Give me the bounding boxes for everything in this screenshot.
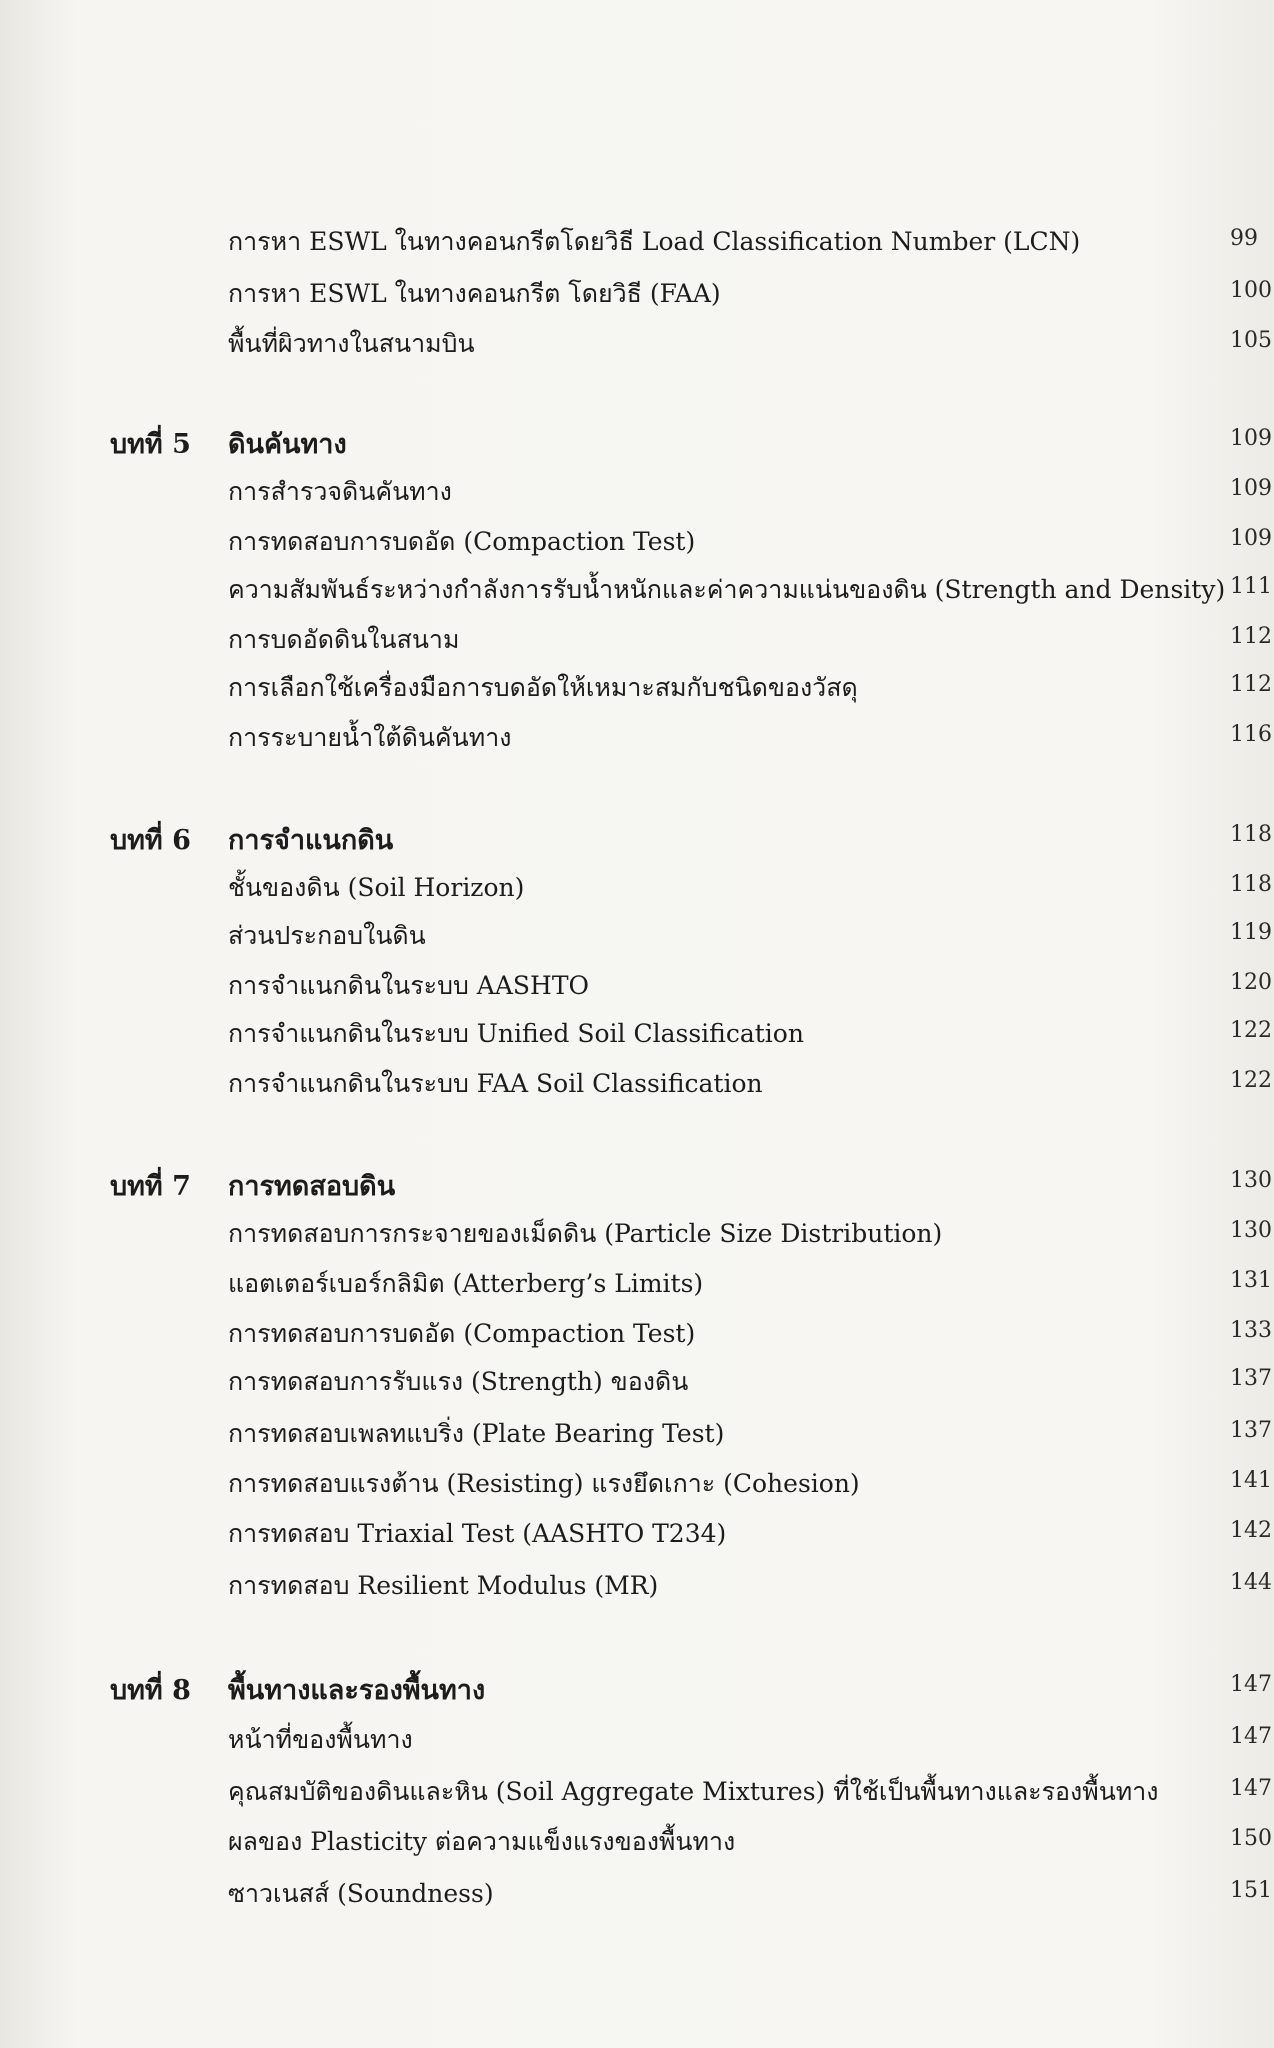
toc-entry: [0, 274, 1274, 320]
entry-title: การทดสอบ Resilient Modulus (MR): [228, 1571, 659, 1600]
page-number: 122: [1230, 1068, 1272, 1093]
entry-title: ซาวเนสส์ (Soundness): [228, 1879, 494, 1908]
toc-entry: [0, 222, 1274, 268]
page-number: 147: [1230, 1672, 1272, 1697]
toc-entry: [0, 1566, 1274, 1612]
entry-title: การระบายน้ำใต้ดินคันทาง: [228, 723, 512, 752]
toc-entry: [0, 1214, 1274, 1260]
entry-title: การจำแนกดินในระบบ FAA Soil Classification: [228, 1069, 763, 1098]
page-number: 142: [1230, 1518, 1272, 1543]
entry-title: การทดสอบแรงต้าน (Resisting) แรงยึดเกาะ (Cohesion): [228, 1469, 860, 1498]
entry-title: การทดสอบการบดอัด (Compaction Test): [228, 527, 696, 556]
entry-title: ผลของ Plasticity ต่อความแข็งแรงของพื้นทาง: [228, 1827, 736, 1856]
entry-title: ความสัมพันธ์ระหว่างกำลังการรับน้ำหนักและค่าความแน่นของดิน (Strength and Density): [228, 575, 1226, 604]
page-number: 137: [1230, 1366, 1272, 1391]
page-number: 105: [1230, 328, 1272, 353]
toc-entry: [0, 324, 1274, 370]
entry-title: แอตเตอร์เบอร์กลิมิต (Atterberg’s Limits): [228, 1269, 704, 1298]
page-number: 144: [1230, 1570, 1272, 1595]
page-number: 109: [1230, 526, 1272, 551]
page-number: 118: [1230, 872, 1272, 897]
page-number: 137: [1230, 1418, 1272, 1443]
page-number: 147: [1230, 1724, 1272, 1749]
toc-entry: [0, 1720, 1274, 1766]
entry-title: หน้าที่ของพื้นทาง: [228, 1725, 413, 1754]
toc-entry: [0, 1772, 1274, 1818]
toc-entry: [0, 522, 1274, 568]
toc-entry: [0, 1264, 1274, 1310]
entry-title: คุณสมบัติของดินและหิน (Soil Aggregate Mixtures) ที่ใช้เป็นพื้นทางและรองพื้นทาง: [228, 1777, 1159, 1806]
entry-title: การเลือกใช้เครื่องมือการบดอัดให้เหมาะสมกับชนิดของวัสดุ: [228, 673, 858, 702]
chapter-title: การทดสอบดิน: [228, 1171, 396, 1202]
page-number: 109: [1230, 426, 1272, 451]
page-number: 130: [1230, 1168, 1272, 1193]
entry-title: การสำรวจดินคันทาง: [228, 477, 452, 506]
entry-title: ส่วนประกอบในดิน: [228, 921, 426, 950]
toc-entry: [0, 668, 1274, 714]
toc-chapter-heading: [0, 422, 1274, 468]
toc-entry: [0, 1362, 1274, 1408]
toc-entry: [0, 1314, 1274, 1360]
entry-title: การจำแนกดินในระบบ AASHTO: [228, 971, 589, 1000]
entry-title: ชั้นของดิน (Soil Horizon): [228, 873, 525, 902]
chapter-title: พื้นทางและรองพื้นทาง: [228, 1675, 486, 1706]
toc-entry: [0, 1514, 1274, 1560]
toc-entry: [0, 1822, 1274, 1868]
page-number: 151: [1230, 1878, 1272, 1903]
chapter-title: ดินคันทาง: [228, 429, 347, 460]
entry-title: พื้นที่ผิวทางในสนามบิน: [228, 329, 475, 358]
entry-title: การบดอัดดินในสนาม: [228, 625, 460, 654]
toc-chapter-heading: [0, 1668, 1274, 1714]
page-number: 112: [1230, 672, 1272, 697]
page-number: 99: [1230, 226, 1258, 251]
toc-entry: [0, 1414, 1274, 1460]
page-number: 112: [1230, 624, 1272, 649]
page-number: 147: [1230, 1776, 1272, 1801]
page-number: 119: [1230, 920, 1272, 945]
toc-entry: [0, 1064, 1274, 1110]
entry-title: การทดสอบการบดอัด (Compaction Test): [228, 1319, 696, 1348]
toc-chapter-heading: [0, 818, 1274, 864]
entry-title: การทดสอบการกระจายของเม็ดดิน (Particle Size Distribution): [228, 1219, 943, 1248]
toc-entry: [0, 1874, 1274, 1920]
page-number: 109: [1230, 476, 1272, 501]
chapter-label: บทที่ 6: [110, 825, 191, 856]
page-number: 133: [1230, 1318, 1272, 1343]
toc-entry: [0, 966, 1274, 1012]
entry-title: การหา ESWL ในทางคอนกรีต โดยวิธี (FAA): [228, 279, 721, 308]
page-number: 130: [1230, 1218, 1272, 1243]
chapter-label: บทที่ 7: [110, 1171, 191, 1202]
chapter-label: บทที่ 5: [110, 429, 191, 460]
page-number: 100: [1230, 278, 1272, 303]
page-number: 118: [1230, 822, 1272, 847]
entry-title: การจำแนกดินในระบบ Unified Soil Classification: [228, 1019, 804, 1048]
page-number: 120: [1230, 970, 1272, 995]
entry-title: การทดสอบ Triaxial Test (AASHTO T234): [228, 1519, 727, 1548]
toc-entry: [0, 868, 1274, 914]
page-number: 122: [1230, 1018, 1272, 1043]
page-number: 150: [1230, 1826, 1272, 1851]
toc-entry: [0, 570, 1274, 616]
toc-entry: [0, 916, 1274, 962]
entry-title: การทดสอบการรับแรง (Strength) ของดิน: [228, 1367, 689, 1396]
toc-entry: [0, 472, 1274, 518]
toc-entry: [0, 1464, 1274, 1510]
entry-title: การหา ESWL ในทางคอนกรีตโดยวิธี Load Classification Number (LCN): [228, 227, 1081, 256]
page-number: 116: [1230, 722, 1272, 747]
toc-entry: [0, 718, 1274, 764]
page-number: 131: [1230, 1268, 1272, 1293]
entry-title: การทดสอบเพลทแบริ่ง (Plate Bearing Test): [228, 1419, 725, 1448]
toc-chapter-heading: [0, 1164, 1274, 1210]
page-number: 141: [1230, 1468, 1272, 1493]
chapter-title: การจำแนกดิน: [228, 825, 394, 856]
chapter-label: บทที่ 8: [110, 1675, 191, 1706]
toc-entry: [0, 1014, 1274, 1060]
page-number: 111: [1230, 574, 1272, 599]
toc-entry: [0, 620, 1274, 666]
